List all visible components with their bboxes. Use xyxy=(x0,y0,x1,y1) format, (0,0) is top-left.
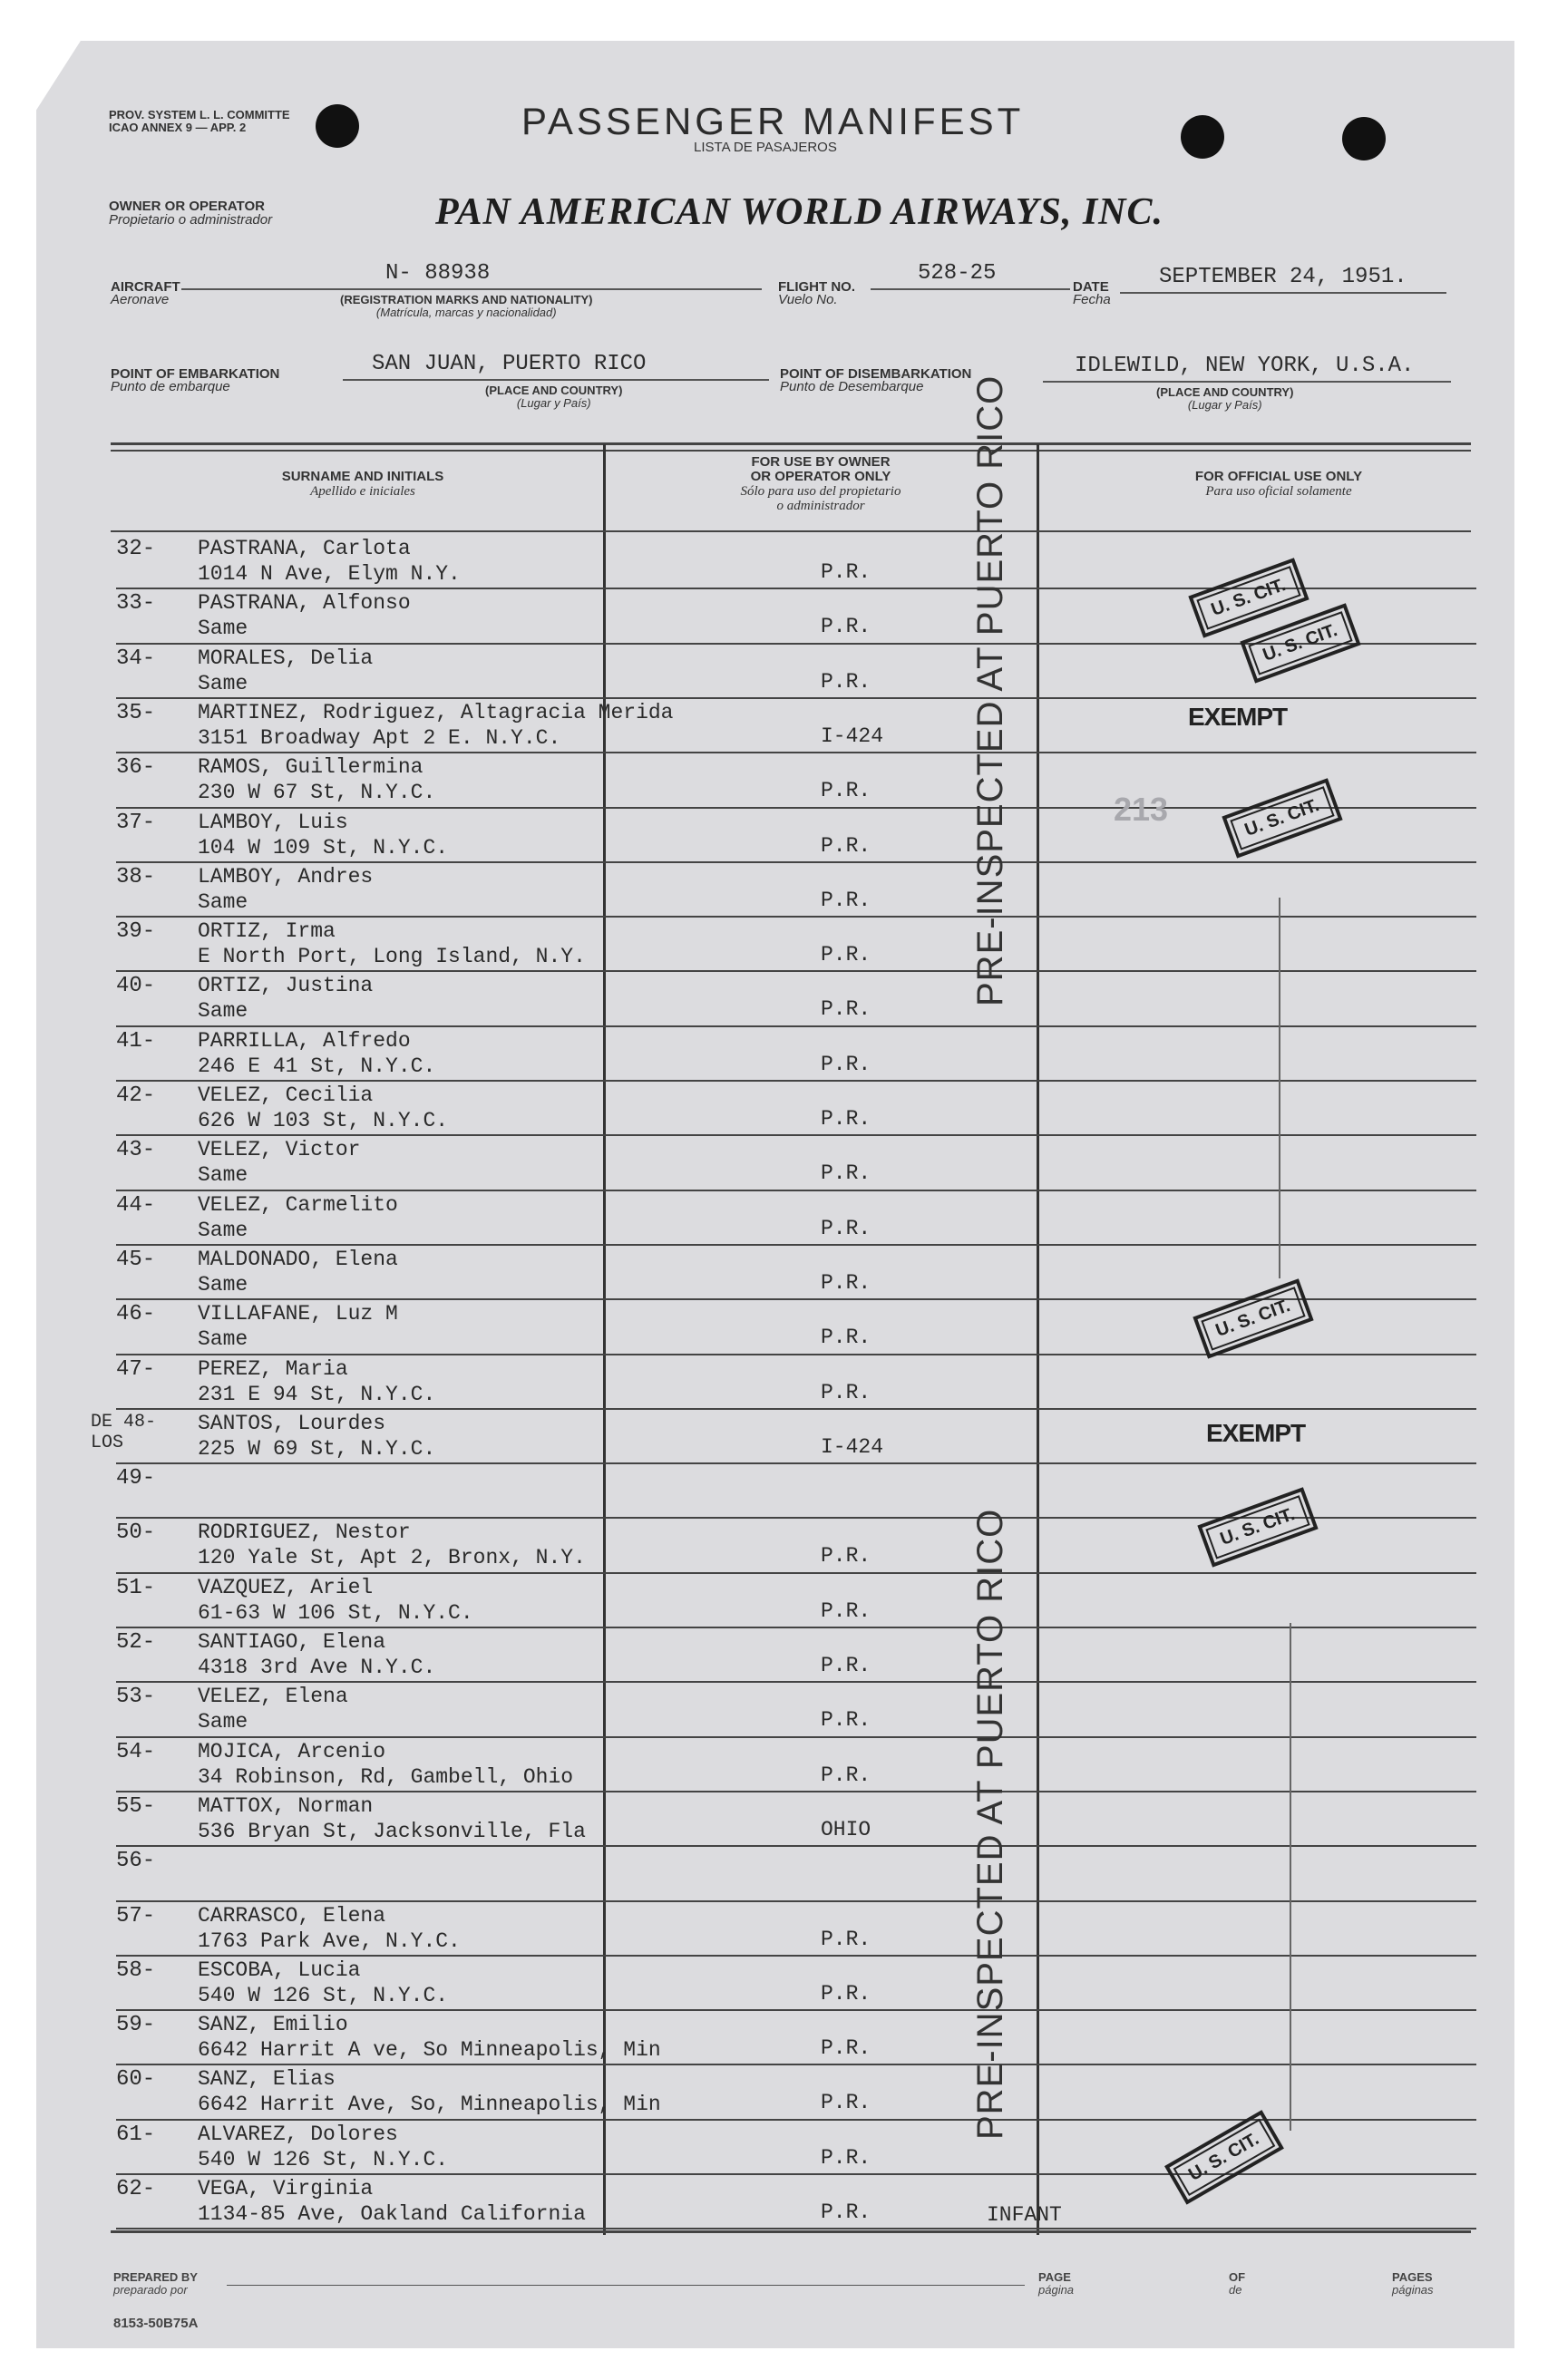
disembarkation-value: IDLEWILD, NEW YORK, U.S.A. xyxy=(1075,354,1415,378)
origin-code: I-424 xyxy=(821,724,884,748)
infant-note: INFANT xyxy=(987,2203,1062,2227)
row-rule xyxy=(116,1627,1476,1628)
column-header-surname: SURNAME AND INITIALS Apellido e iniciales xyxy=(281,469,444,499)
origin-code: P.R. xyxy=(821,615,871,639)
row-number: 58- xyxy=(116,1957,156,1983)
passenger-name: VELEZ, Cecilia xyxy=(198,1083,374,1107)
passenger-name: SANTOS, Lourdes xyxy=(198,1411,386,1435)
row-rule xyxy=(116,752,1476,753)
passenger-address: 540 W 126 St, N.Y.C. xyxy=(198,2147,449,2171)
row-number: 43- xyxy=(116,1138,156,1163)
row-rule xyxy=(116,1736,1476,1738)
passenger-name: SANZ, Elias xyxy=(198,2067,336,2092)
origin-code: P.R. xyxy=(821,1708,871,1733)
passenger-name: VELEZ, Victor xyxy=(198,1138,361,1162)
embarkation-value: SAN JUAN, PUERTO RICO xyxy=(372,352,647,376)
passenger-name: VELEZ, Elena xyxy=(198,1685,348,1709)
row-number: 44- xyxy=(116,1192,156,1218)
us-cit-stamp-6: U. S. CIT. xyxy=(1164,2110,1284,2204)
footer-rule xyxy=(111,2230,1471,2233)
passenger-name: LAMBOY, Luis xyxy=(198,810,348,834)
row-rule xyxy=(116,1900,1476,1902)
table-top-rule xyxy=(111,442,1471,445)
row-number: 49- xyxy=(116,1466,156,1491)
row-number: 35- xyxy=(116,700,156,725)
passenger-address: 1014 N Ave, Elym N.Y. xyxy=(198,562,461,586)
row-rule xyxy=(116,1025,1476,1027)
page-label: PAGE página xyxy=(1038,2270,1075,2297)
origin-code: P.R. xyxy=(821,833,871,858)
pre-inspected-stamp-2: PRE-INSPECTED AT PUERTO RICO xyxy=(970,1508,1010,2140)
row-rule xyxy=(116,1845,1476,1847)
passenger-name: SANZ, Emilio xyxy=(198,2013,348,2037)
flight-label: FLIGHT NO. Vuelo No. xyxy=(778,279,855,307)
row-number: 54- xyxy=(116,1739,156,1764)
passenger-address: Same xyxy=(198,671,248,695)
passenger-name: CARRASCO, Elena xyxy=(198,1903,386,1928)
origin-code: P.R. xyxy=(821,669,871,694)
disembarkation-label: POINT OF DISEMBARKATION Punto de Desembarque xyxy=(780,366,972,394)
passenger-name: RODRIGUEZ, Nestor xyxy=(198,1520,411,1545)
origin-code: P.R. xyxy=(821,997,871,1022)
owner-label: OWNER OR OPERATOR Propietario o administrador xyxy=(109,199,273,228)
row-rule xyxy=(116,2064,1476,2065)
aircraft-value: N- 88938 xyxy=(385,261,491,286)
of-label: OF de xyxy=(1229,2270,1246,2297)
row-rule xyxy=(116,1190,1476,1191)
passenger-address: Same xyxy=(198,1327,248,1352)
bracket-line-2 xyxy=(1290,1623,1291,2131)
passenger-address: E North Port, Long Island, N.Y. xyxy=(198,945,586,969)
row-number: 38- xyxy=(116,864,156,889)
row-rule xyxy=(116,697,1476,699)
row-rule xyxy=(116,1572,1476,1574)
disembarkation-caption: (PLACE AND COUNTRY) (Lugar y País) xyxy=(1156,385,1294,412)
row-number: 33- xyxy=(116,591,156,617)
column-header-owner-use: FOR USE BY OWNER OR OPERATOR ONLY Sólo para uso del propietario o administrador xyxy=(740,454,901,513)
us-cit-stamp-3: U. S. CIT. xyxy=(1222,778,1342,858)
passenger-address: Same xyxy=(198,999,248,1024)
row-rule xyxy=(116,1462,1476,1464)
form-code: 8153-50B75A xyxy=(113,2316,199,2331)
origin-code: P.R. xyxy=(821,2091,871,2115)
embarkation-caption: (PLACE AND COUNTRY) (Lugar y País) xyxy=(485,384,623,410)
passenger-address: 540 W 126 St, N.Y.C. xyxy=(198,1983,449,2007)
passenger-address: 536 Bryan St, Jacksonville, Fla xyxy=(198,1819,586,1843)
date-value: SEPTEMBER 24, 1951. xyxy=(1159,265,1407,289)
origin-code: P.R. xyxy=(821,1107,871,1131)
row-number: 61- xyxy=(116,2122,156,2147)
flight-value: 528-25 xyxy=(918,261,997,286)
origin-code: P.R. xyxy=(821,943,871,967)
us-cit-stamp-1: U. S. CIT. xyxy=(1188,558,1309,637)
row-number: 34- xyxy=(116,646,156,671)
row-number: 36- xyxy=(116,755,156,781)
passenger-name: PEREZ, Maria xyxy=(198,1356,348,1381)
passenger-address: Same xyxy=(198,889,248,914)
passenger-name: PASTRANA, Alfonso xyxy=(198,591,411,616)
passenger-name: ORTIZ, Justina xyxy=(198,974,374,998)
passenger-name: VAZQUEZ, Ariel xyxy=(198,1575,374,1599)
origin-code: P.R. xyxy=(821,1326,871,1350)
passenger-name: MATTOX, Norman xyxy=(198,1793,374,1818)
origin-code: P.R. xyxy=(821,1763,871,1787)
row-number: 53- xyxy=(116,1685,156,1710)
origin-code: OHIO xyxy=(821,1817,871,1841)
origin-code: P.R. xyxy=(821,1216,871,1240)
row-rule xyxy=(116,1354,1476,1355)
form-reference: PROV. SYSTEM L. L. COMMITTE ICAO ANNEX 9 — APP. 2 xyxy=(109,108,290,134)
row-number: 57- xyxy=(116,1903,156,1928)
passenger-name: MARTINEZ, Rodriguez, Altagracia Merida xyxy=(198,700,674,724)
row-rule xyxy=(116,1080,1476,1082)
exempt-stamp-2: EXEMPT xyxy=(1206,1419,1306,1447)
origin-code: P.R. xyxy=(821,1380,871,1404)
column-divider-2 xyxy=(1037,444,1039,2235)
row-number: 47- xyxy=(116,1356,156,1382)
punch-hole-right-2 xyxy=(1342,117,1386,160)
passenger-address: 246 E 41 St, N.Y.C. xyxy=(198,1054,436,1078)
passenger-address: 6642 Harrit Ave, So, Minneapolis, Min xyxy=(198,2093,661,2117)
passenger-name: VEGA, Virginia xyxy=(198,2177,374,2200)
page-subtitle: LISTA DE PASAJEROS xyxy=(694,140,837,155)
row-number: 37- xyxy=(116,810,156,835)
row-rule xyxy=(116,1134,1476,1136)
row-number: 52- xyxy=(116,1630,156,1655)
passenger-name: MORALES, Delia xyxy=(198,646,374,670)
passenger-address: 231 E 94 St, N.Y.C. xyxy=(198,1382,436,1406)
row-rule xyxy=(116,1408,1476,1410)
passenger-name: LAMBOY, Andres xyxy=(198,864,374,889)
passenger-address: 1134-85 Ave, Oakland California xyxy=(198,2202,586,2226)
origin-code: P.R. xyxy=(821,1161,871,1186)
row-number: DE 48-LOS xyxy=(91,1411,157,1453)
row-rule xyxy=(116,1681,1476,1683)
pages-label: PAGES páginas xyxy=(1392,2270,1434,2297)
origin-code: I-424 xyxy=(821,1434,884,1459)
origin-code: P.R. xyxy=(821,1927,871,1951)
row-number: 62- xyxy=(116,2177,156,2201)
punch-hole-left xyxy=(316,104,359,148)
passenger-address: Same xyxy=(198,1710,248,1734)
row-rule xyxy=(116,2119,1476,2121)
passenger-address: 120 Yale St, Apt 2, Bronx, N.Y. xyxy=(198,1546,586,1570)
row-rule xyxy=(116,1791,1476,1792)
row-rule xyxy=(116,1955,1476,1957)
row-number: 59- xyxy=(116,2013,156,2038)
date-label: DATE Fecha xyxy=(1073,279,1111,307)
owner-value: PAN AMERICAN WORLD AIRWAYS, INC. xyxy=(435,191,1164,233)
origin-code: P.R. xyxy=(821,888,871,912)
prepared-by-label: PREPARED BY preparado por xyxy=(113,2270,198,2297)
us-cit-stamp-5: U. S. CIT. xyxy=(1197,1487,1318,1567)
row-number: 60- xyxy=(116,2067,156,2093)
row-number: 42- xyxy=(116,1083,156,1108)
row-rule xyxy=(116,2173,1476,2175)
punch-hole-right-1 xyxy=(1181,115,1224,159)
passenger-name: VILLAFANE, Luz M xyxy=(198,1302,398,1326)
column-header-official: FOR OFFICIAL USE ONLY Para uso oficial solamente xyxy=(1194,469,1363,499)
passenger-name: ALVAREZ, Dolores xyxy=(198,2122,398,2146)
origin-code: P.R. xyxy=(821,1544,871,1569)
row-number: 56- xyxy=(116,1849,156,1874)
row-rule xyxy=(116,2009,1476,2011)
row-number: 46- xyxy=(116,1302,156,1327)
origin-code: P.R. xyxy=(821,2145,871,2170)
us-cit-stamp-2: U. S. CIT. xyxy=(1240,603,1360,683)
passenger-address: 34 Robinson, Rd, Gambell, Ohio xyxy=(198,1764,574,1789)
bracket-line-1 xyxy=(1279,898,1280,1278)
passenger-name: MALDONADO, Elena xyxy=(198,1247,398,1271)
row-rule xyxy=(116,916,1476,918)
column-header-rule xyxy=(111,530,1471,532)
passenger-name: ESCOBA, Lucia xyxy=(198,1957,361,1982)
passenger-address: 230 W 67 St, N.Y.C. xyxy=(198,781,436,805)
passenger-name: PASTRANA, Carlota xyxy=(198,537,411,560)
origin-code: P.R. xyxy=(821,779,871,803)
passenger-address: 6642 Harrit A ve, So Minneapolis, Min xyxy=(198,2038,661,2063)
passenger-address: 4318 3rd Ave N.Y.C. xyxy=(198,1656,436,1679)
passenger-address: 1763 Park Ave, N.Y.C. xyxy=(198,1928,461,1953)
passenger-name: ORTIZ, Irma xyxy=(198,919,336,944)
passenger-address: 104 W 109 St, N.Y.C. xyxy=(198,835,449,860)
passenger-name: MOJICA, Arcenio xyxy=(198,1739,386,1763)
passenger-name: SANTIAGO, Elena xyxy=(198,1630,386,1654)
passenger-name: PARRILLA, Alfredo xyxy=(198,1028,411,1053)
row-rule xyxy=(116,1244,1476,1246)
passenger-name: RAMOS, Guillermina xyxy=(198,755,424,780)
passenger-address: Same xyxy=(198,1272,248,1297)
row-number: 39- xyxy=(116,919,156,945)
page-title: PASSENGER MANIFEST xyxy=(521,100,1025,142)
origin-code: P.R. xyxy=(821,1598,871,1623)
pre-inspected-stamp-1: PRE-INSPECTED AT PUERTO RICO xyxy=(970,374,1010,1006)
origin-code: P.R. xyxy=(821,2036,871,2061)
origin-code: P.R. xyxy=(821,1654,871,1677)
origin-code: P.R. xyxy=(821,1981,871,2006)
row-rule xyxy=(116,861,1476,863)
row-number: 51- xyxy=(116,1575,156,1600)
passenger-name: VELEZ, Carmelito xyxy=(198,1192,398,1217)
handwritten-number: 213 xyxy=(1114,791,1169,828)
origin-code: P.R. xyxy=(821,1270,871,1295)
passenger-address: 61-63 W 106 St, N.Y.C. xyxy=(198,1600,473,1625)
embarkation-label: POINT OF EMBARKATION Punto de embarque xyxy=(111,366,280,394)
row-rule xyxy=(116,2228,1476,2229)
aircraft-caption: (REGISTRATION MARKS AND NATIONALITY) (Matrícula, marcas y nacionalidad) xyxy=(340,293,593,319)
row-rule xyxy=(116,970,1476,972)
origin-code: P.R. xyxy=(821,1052,871,1076)
passenger-address: Same xyxy=(198,1218,248,1242)
row-number: 32- xyxy=(116,537,156,561)
passenger-address: Same xyxy=(198,1163,248,1188)
passenger-address: 3151 Broadway Apt 2 E. N.Y.C. xyxy=(198,725,561,750)
passenger-address: Same xyxy=(198,617,248,641)
passenger-address: 626 W 103 St, N.Y.C. xyxy=(198,1109,449,1132)
aircraft-label: AIRCRAFT Aeronave xyxy=(111,279,180,307)
origin-code: P.R. xyxy=(821,560,871,584)
row-number: 45- xyxy=(116,1247,156,1272)
us-cit-stamp-4: U. S. CIT. xyxy=(1193,1278,1313,1358)
row-number: 55- xyxy=(116,1793,156,1819)
passenger-address: 225 W 69 St, N.Y.C. xyxy=(198,1436,436,1461)
exempt-stamp-1: EXEMPT xyxy=(1188,703,1288,731)
origin-code: P.R. xyxy=(821,2200,871,2224)
row-number: 40- xyxy=(116,974,156,999)
row-number: 41- xyxy=(116,1028,156,1054)
row-number: 50- xyxy=(116,1520,156,1546)
